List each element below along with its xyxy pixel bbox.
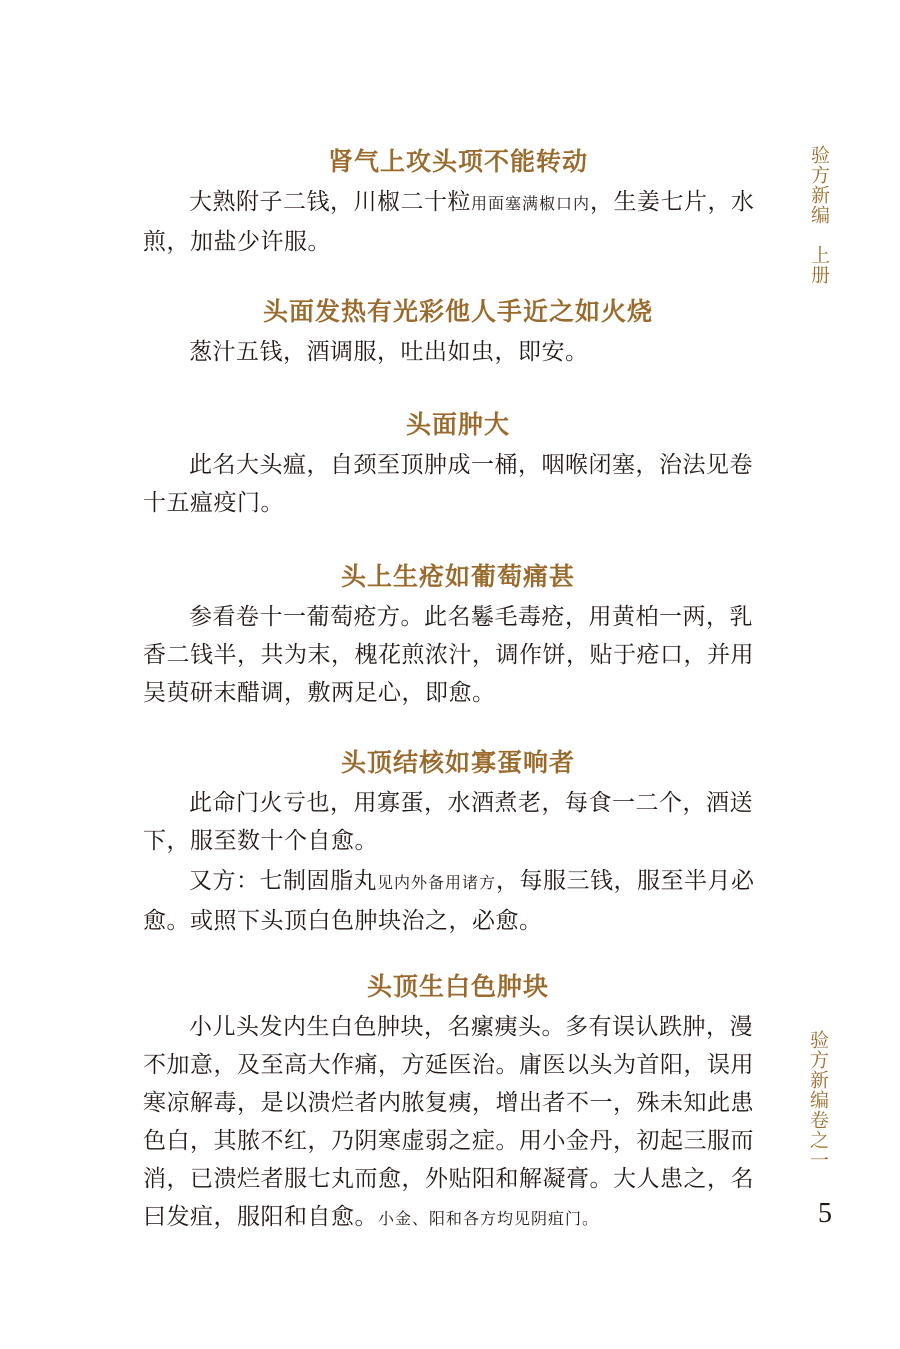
section-2	[143, 295, 773, 371]
text-run: 此命门火亏也，用寡蛋，水酒煮老，每食一二个，酒送下，服至数十个自愈。	[143, 790, 753, 854]
section-3	[143, 408, 773, 522]
section-1	[143, 145, 773, 261]
section-paragraph	[143, 1008, 773, 1238]
section-paragraph	[143, 784, 773, 860]
section-paragraph	[143, 446, 773, 522]
annotation-run: 小金、阳和各方均见阴疽门。	[378, 1209, 600, 1228]
text-run: ，每服三钱，服至半月必愈。或照下头顶白色肿块治之，必愈。	[143, 868, 755, 934]
section-paragraph	[143, 862, 773, 940]
section-paragraph	[143, 598, 773, 712]
annotation-run: 见内外备用诸方	[377, 873, 497, 892]
section-5	[143, 746, 773, 940]
text-run: ，生姜七片，水煎，加盐少许服。	[143, 189, 755, 255]
section-6	[143, 970, 773, 1238]
section-paragraph	[143, 333, 773, 371]
running-header-title: 验方新编	[808, 145, 830, 225]
section-paragraph	[143, 183, 773, 261]
section-4	[143, 560, 773, 712]
section-heading: 头面肿大	[405, 410, 510, 439]
text-run: 大熟附子二钱，川椒二十粒	[189, 189, 471, 215]
section-heading: 头上生疮如葡萄痛甚	[340, 562, 575, 591]
text-run: 参看卷十一葡萄疮方。此名鬈毛毒疮，用黄柏一两，乳香二钱半，共为末，槐花煎浓汁，调作饼，贴于疮口，并用吴萸研末醋调，敷两足心，即愈。	[143, 604, 754, 706]
text-run: 葱汁五钱，酒调服，吐出如虫，即安。	[189, 339, 589, 365]
section-heading: 头面发热有光彩他人手近之如火烧	[262, 297, 653, 326]
running-header-volume: 上册	[808, 245, 830, 285]
section-heading: 肾气上攻头项不能转动	[327, 147, 588, 176]
text-run: 小儿头发内生白色肿块，名瘰痍头。多有误认跌肿，漫不加意，及至高大作痛，方延医治。庸医以头为首阳，误用寒凉解毒，是以溃烂者内脓复痍，增出者不一，殊未知此患色白，其脓不红，乃阴寒虚弱之症。用小金丹，初起三服而消，已溃烂者服七丸而愈，外贴阳和解凝膏。大人患之，名曰发疽，服阳和自愈。	[143, 1014, 754, 1230]
section-heading: 头顶结核如寡蛋响者	[340, 748, 575, 777]
running-footer: 验方新编卷之一	[807, 1030, 829, 1170]
annotation-run: 用面塞满椒口内	[471, 194, 591, 213]
text-run: 此名大头瘟，自颈至顶肿成一桶，咽喉闭塞，治法见卷十五瘟疫门。	[143, 452, 753, 516]
running-header	[808, 145, 832, 285]
page-number: 5	[818, 1198, 832, 1229]
text-run: 又方：七制固脂丸	[189, 868, 377, 894]
section-heading: 头顶生白色肿块	[366, 972, 549, 1001]
